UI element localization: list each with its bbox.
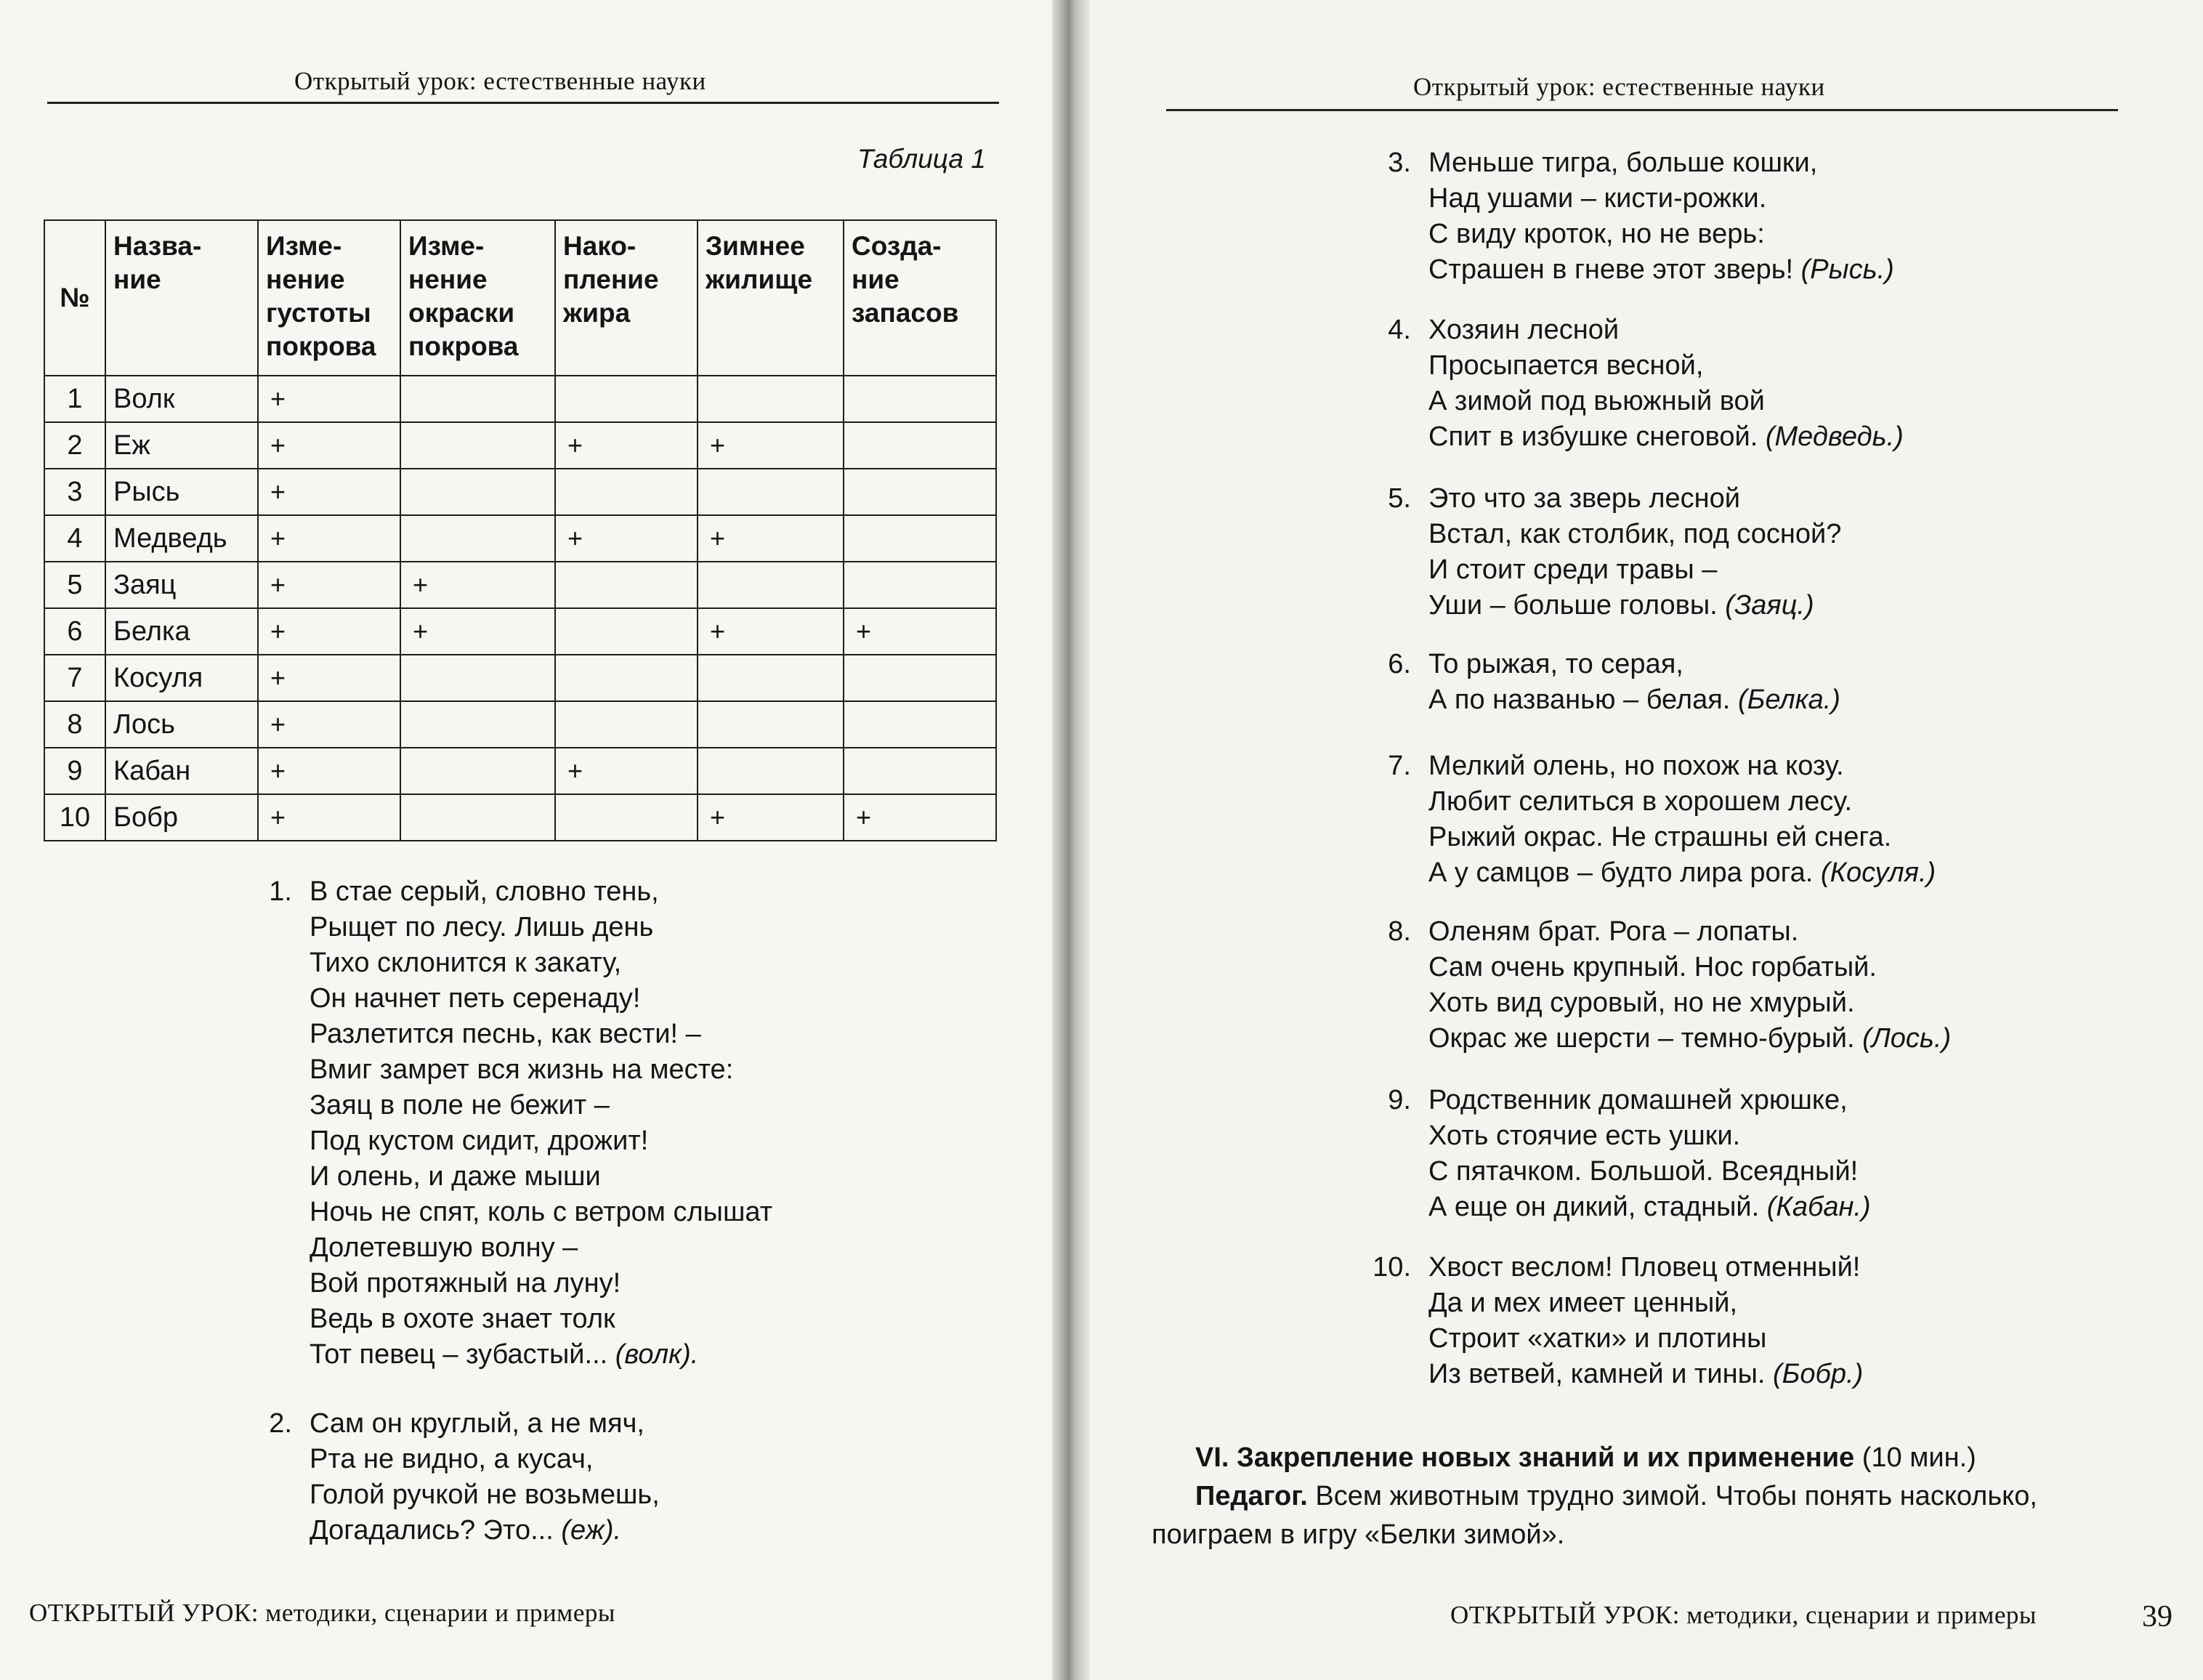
- riddle-answer: (Лось.): [1862, 1023, 1952, 1054]
- riddle-line-text: Сам он круглый, а не мяч,: [310, 1408, 644, 1439]
- riddle-line-text: И олень, и даже мыши: [310, 1161, 601, 1192]
- riddle-9: [1359, 1083, 1871, 1225]
- section-duration: (10 мин.): [1862, 1442, 1976, 1473]
- row-number: 4: [44, 515, 105, 562]
- riddle-line-text: Хвост веслом! Пловец отменный!: [1428, 1252, 1861, 1283]
- riddle-line-text: Хозяин лесной: [1428, 315, 1620, 345]
- riddle-line: [310, 1442, 660, 1477]
- animal-name: Лось: [105, 701, 258, 748]
- riddle-line-text: Рта не видно, а кусач,: [310, 1444, 594, 1474]
- riddle-line: [310, 981, 772, 1017]
- riddle-line: [310, 1195, 772, 1230]
- feature-mark: +: [400, 562, 555, 608]
- riddle-line: [1428, 647, 1840, 682]
- riddle-line: [1428, 588, 1841, 623]
- riddle-line-text: С виду кроток, но не верь:: [1428, 219, 1765, 249]
- riddle-text: [1428, 312, 1904, 455]
- riddle-line-text: Страшен в гневе этот зверь!: [1428, 254, 1794, 285]
- feature-mark: +: [555, 515, 698, 562]
- riddle-line: [1428, 1083, 1871, 1118]
- feature-mark: [844, 655, 996, 701]
- riddle-line-text: Окрас же шерсти – темно-бурый.: [1428, 1023, 1855, 1054]
- feature-mark: +: [844, 608, 996, 655]
- feature-mark: [400, 376, 555, 422]
- row-number: 8: [44, 701, 105, 748]
- feature-mark: +: [258, 469, 400, 515]
- riddle-line-text: Он начнет петь серенаду!: [310, 983, 641, 1014]
- riddle-line-text: Догадались? Это...: [310, 1515, 554, 1546]
- feature-mark: +: [258, 655, 400, 701]
- animal-name: Бобр: [105, 794, 258, 841]
- row-number: 7: [44, 655, 105, 701]
- riddle-line: [1428, 312, 1904, 348]
- feature-mark: +: [258, 562, 400, 608]
- riddle-line: [1428, 217, 1894, 252]
- riddle-line-text: Вой протяжный на луну!: [310, 1268, 621, 1299]
- riddle-line: [1428, 517, 1841, 552]
- riddle-line-text: Долетевшую волну –: [310, 1232, 578, 1263]
- feature-mark: [844, 701, 996, 748]
- feature-mark: +: [258, 515, 400, 562]
- section-heading: [1152, 1439, 2118, 1477]
- section-text-2: поиграем в игру «Белки зимой».: [1152, 1519, 1565, 1550]
- riddle-line: [1428, 552, 1841, 588]
- table-row: [44, 748, 996, 794]
- riddle-line: [310, 1052, 772, 1088]
- feature-mark: [844, 376, 996, 422]
- feature-mark: +: [698, 515, 844, 562]
- riddle-line: [310, 1088, 772, 1123]
- riddle-answer: (Медведь.): [1765, 421, 1904, 452]
- animal-name: Еж: [105, 422, 258, 469]
- riddle-line-text: Мелкий олень, но похож на козу.: [1428, 751, 1844, 781]
- riddle-line: [310, 1266, 772, 1301]
- column-header: Нако- пление жира: [555, 220, 698, 376]
- riddle-line-text: Под кустом сидит, дрожит!: [310, 1126, 649, 1156]
- row-number: 9: [44, 748, 105, 794]
- animal-name: Кабан: [105, 748, 258, 794]
- riddle-line: [1428, 181, 1894, 217]
- riddle-number: 3.: [1388, 148, 1411, 178]
- riddle-line: [310, 910, 772, 945]
- riddle-line: [1428, 784, 1936, 820]
- feature-mark: [400, 469, 555, 515]
- feature-mark: +: [258, 422, 400, 469]
- riddle-line: [1428, 1321, 1863, 1357]
- riddle-text: [1428, 748, 1936, 891]
- row-number: 10: [44, 794, 105, 841]
- riddle-line-text: А по названью – белая.: [1428, 684, 1731, 715]
- riddle-line: [1428, 820, 1936, 855]
- riddle-line-text: Это что за зверь лесной: [1428, 483, 1741, 514]
- animal-name: Косуля: [105, 655, 258, 701]
- riddle-line-text: Рыщет по лесу. Лишь день: [310, 912, 654, 942]
- riddle-line-text: И стоит среди травы –: [1428, 554, 1718, 585]
- feature-mark: +: [844, 794, 996, 841]
- riddle-text: [310, 874, 772, 1373]
- teacher-line: [1152, 1477, 2118, 1516]
- feature-mark: [698, 748, 844, 794]
- riddle-line-text: А зимой под вьюжный вой: [1428, 386, 1765, 416]
- feature-mark: [844, 748, 996, 794]
- riddle-line: [310, 1123, 772, 1159]
- riddle-line-text: Рыжий окрас. Не страшны ей снега.: [1428, 822, 1892, 852]
- table-row: [44, 515, 996, 562]
- riddle-3: [1359, 145, 1894, 288]
- riddle-line-text: То рыжая, то серая,: [1428, 649, 1683, 679]
- riddle-line-text: Хоть вид суровый, но не хмурый.: [1428, 988, 1855, 1018]
- feature-mark: +: [258, 748, 400, 794]
- table-row: [44, 608, 996, 655]
- feature-mark: +: [400, 608, 555, 655]
- riddle-answer: (Заяц.): [1725, 590, 1814, 621]
- section-title: VI. Закрепление новых знаний и их применение: [1195, 1442, 1855, 1473]
- feature-mark: [698, 655, 844, 701]
- feature-mark: [698, 376, 844, 422]
- feature-mark: [555, 562, 698, 608]
- row-number: 2: [44, 422, 105, 469]
- row-number: 5: [44, 562, 105, 608]
- riddle-number: 1.: [269, 876, 292, 907]
- riddle-line: [1428, 985, 1951, 1021]
- riddle-text: [1428, 145, 1894, 288]
- riddle-line-text: Тихо склонится к закату,: [310, 948, 622, 978]
- riddle-answer: (волк).: [615, 1339, 699, 1370]
- riddle-answer: (Косуля.): [1820, 857, 1936, 888]
- feature-mark: [555, 701, 698, 748]
- riddle-line-text: Ночь не спят, коль с ветром слышат: [310, 1197, 773, 1227]
- feature-mark: [400, 422, 555, 469]
- riddle-text: [1428, 1083, 1871, 1225]
- riddle-line-text: Меньше тигра, больше кошки,: [1428, 148, 1818, 178]
- table-row: [44, 469, 996, 515]
- riddle-line: [1428, 348, 1904, 384]
- feature-mark: +: [555, 748, 698, 794]
- feature-mark: +: [258, 376, 400, 422]
- table-row: [44, 794, 996, 841]
- table-row: [44, 376, 996, 422]
- riddle-line-text: Заяц в поле не бежит –: [310, 1090, 610, 1120]
- row-number: 6: [44, 608, 105, 655]
- riddle-number: 9.: [1388, 1085, 1411, 1115]
- page-number: 39: [2142, 1600, 2172, 1633]
- riddle-2: [240, 1406, 660, 1548]
- feature-mark: +: [555, 422, 698, 469]
- riddle-line-text: Вмиг замрет вся жизнь на месте:: [310, 1054, 734, 1085]
- riddle-line-text: Оленям брат. Рога – лопаты.: [1428, 916, 1799, 947]
- riddle-number: 4.: [1388, 315, 1411, 345]
- row-number: 1: [44, 376, 105, 422]
- riddle-line: [310, 1337, 772, 1373]
- running-footer: ОТКРЫТЫЙ УРОК: методики, сценарии и примеры: [29, 1599, 615, 1627]
- table-row: [44, 562, 996, 608]
- left-page: [0, 0, 1052, 1680]
- riddle-line-text: Строит «хатки» и плотины: [1428, 1323, 1767, 1354]
- feature-mark: [844, 562, 996, 608]
- feature-mark: +: [698, 422, 844, 469]
- riddle-line-text: Над ушами – кисти-рожки.: [1428, 183, 1767, 214]
- riddle-line-text: Тот певец – зубастый...: [310, 1339, 608, 1370]
- feature-mark: [400, 515, 555, 562]
- riddle-line: [1428, 419, 1904, 455]
- section-text-1: Всем животным трудно зимой. Чтобы понять насколько,: [1315, 1481, 2037, 1511]
- book-spine: [1052, 0, 1090, 1680]
- animal-name: Рысь: [105, 469, 258, 515]
- animal-name: Белка: [105, 608, 258, 655]
- riddle-line: [310, 874, 772, 910]
- row-number: 3: [44, 469, 105, 515]
- riddle-line: [310, 1230, 772, 1266]
- feature-mark: [555, 376, 698, 422]
- animal-name: Заяц: [105, 562, 258, 608]
- riddle-number: 2.: [269, 1408, 292, 1439]
- riddle-text: [1428, 1250, 1863, 1392]
- riddle-number: 7.: [1388, 751, 1411, 781]
- table-body: [44, 376, 996, 841]
- running-footer: ОТКРЫТЫЙ УРОК: методики, сценарии и примеры: [1450, 1601, 2037, 1629]
- feature-mark: [844, 515, 996, 562]
- riddle-line: [1428, 384, 1904, 419]
- header-rule: [1166, 109, 2118, 111]
- column-header: Созда- ние запасов: [844, 220, 996, 376]
- riddle-line-text: Любит селиться в хорошем лесу.: [1428, 786, 1853, 817]
- riddle-line: [1428, 1190, 1871, 1225]
- feature-mark: [555, 469, 698, 515]
- riddle-line-text: А у самцов – будто лира рога.: [1428, 857, 1814, 888]
- animal-name: Медведь: [105, 515, 258, 562]
- riddle-line-text: Разлетится песнь, как вести! –: [310, 1019, 701, 1049]
- table-row: [44, 655, 996, 701]
- riddle-6: [1359, 647, 1840, 718]
- riddle-line: [1428, 1357, 1863, 1392]
- feature-mark: [844, 422, 996, 469]
- riddle-number: 8.: [1388, 916, 1411, 947]
- section-vi: [1152, 1439, 2118, 1554]
- riddle-line-text: Уши – больше головы.: [1428, 590, 1718, 621]
- riddle-1: [240, 874, 772, 1373]
- riddle-text: [1428, 481, 1841, 623]
- table-row: [44, 701, 996, 748]
- riddle-text: [1428, 914, 1951, 1057]
- feature-mark: [400, 794, 555, 841]
- feature-mark: [555, 655, 698, 701]
- header-rule: [47, 102, 999, 104]
- riddle-line: [310, 1301, 772, 1337]
- riddle-line-text: Хоть стоячие есть ушки.: [1428, 1120, 1741, 1151]
- riddle-line-text: Родственник домашней хрюшке,: [1428, 1085, 1848, 1115]
- riddle-answer: (Белка.): [1737, 684, 1840, 715]
- feature-mark: +: [258, 701, 400, 748]
- riddle-line-text: Ведь в охоте знает толк: [310, 1304, 615, 1334]
- riddle-answer: (Кабан.): [1766, 1192, 1871, 1222]
- column-header: Изме- нение окраски покрова: [400, 220, 555, 376]
- riddle-line-text: Встал, как столбик, под сосной?: [1428, 519, 1842, 549]
- riddle-line: [1428, 1118, 1871, 1154]
- riddle-answer: (еж).: [561, 1515, 622, 1546]
- feature-mark: [844, 469, 996, 515]
- feature-mark: +: [258, 794, 400, 841]
- feature-mark: +: [258, 608, 400, 655]
- column-header: Зимнее жилище: [698, 220, 844, 376]
- feature-mark: [698, 562, 844, 608]
- table-caption: Таблица 1: [857, 144, 986, 174]
- riddle-4: [1359, 312, 1904, 455]
- feature-mark: [400, 748, 555, 794]
- riddle-line-text: Из ветвей, камней и тины.: [1428, 1359, 1766, 1389]
- riddle-number: 6.: [1388, 649, 1411, 679]
- feature-mark: +: [698, 794, 844, 841]
- riddle-line: [310, 945, 772, 981]
- riddle-line-text: Просыпается весной,: [1428, 350, 1704, 381]
- running-header: Открытый урок: естественные науки: [294, 67, 706, 95]
- riddle-line-text: А еще он дикий, стадный.: [1428, 1192, 1760, 1222]
- feature-mark: [698, 469, 844, 515]
- riddle-7: [1359, 748, 1936, 891]
- column-header: Изме- нение густоты покрова: [258, 220, 400, 376]
- table-header-row: [44, 220, 996, 376]
- riddle-10: [1359, 1250, 1863, 1392]
- riddle-line: [310, 1477, 660, 1513]
- column-header: Назва- ние: [105, 220, 258, 376]
- table-row: [44, 422, 996, 469]
- adaptation-table: [44, 219, 997, 841]
- riddle-answer: (Рысь.): [1800, 254, 1894, 285]
- feature-mark: [698, 701, 844, 748]
- feature-mark: +: [698, 608, 844, 655]
- running-header: Открытый урок: естественные науки: [1413, 73, 1825, 101]
- riddle-line: [1428, 682, 1840, 718]
- riddle-text: [1428, 647, 1840, 718]
- riddle-8: [1359, 914, 1951, 1057]
- riddle-line-text: Сам очень крупный. Нос горбатый.: [1428, 952, 1877, 982]
- feature-mark: [555, 608, 698, 655]
- riddle-line: [310, 1406, 660, 1442]
- feature-mark: [400, 701, 555, 748]
- riddle-line: [1428, 950, 1951, 985]
- riddle-line-text: Да и мех имеет ценный,: [1428, 1288, 1738, 1318]
- riddle-line: [1428, 1021, 1951, 1057]
- riddle-number: 10.: [1373, 1252, 1411, 1283]
- column-header: №: [44, 220, 105, 376]
- riddle-line: [1428, 1285, 1863, 1321]
- riddle-line: [310, 1513, 660, 1548]
- riddle-number: 5.: [1388, 483, 1411, 514]
- riddle-line: [1428, 145, 1894, 181]
- feature-mark: [555, 794, 698, 841]
- riddle-line: [1428, 748, 1936, 784]
- speaker-label: Педагог.: [1195, 1481, 1308, 1511]
- riddle-line-text: Спит в избушке снеговой.: [1428, 421, 1758, 452]
- riddle-text: [310, 1406, 660, 1548]
- riddle-line: [310, 1159, 772, 1195]
- riddle-line: [1428, 252, 1894, 288]
- riddle-line: [1428, 1154, 1871, 1190]
- riddle-5: [1359, 481, 1841, 623]
- riddle-line: [1428, 481, 1841, 517]
- riddle-line: [1428, 914, 1951, 950]
- feature-mark: [400, 655, 555, 701]
- riddle-line: [1428, 1250, 1863, 1285]
- riddle-line: [1428, 855, 1936, 891]
- riddle-line: [310, 1017, 772, 1052]
- riddle-line-text: С пятачком. Большой. Всеядный!: [1428, 1156, 1859, 1187]
- animal-name: Волк: [105, 376, 258, 422]
- riddle-line-text: В стае серый, словно тень,: [310, 876, 659, 907]
- riddle-answer: (Бобр.): [1773, 1359, 1864, 1389]
- riddle-line-text: Голой ручкой не возьмешь,: [310, 1479, 660, 1510]
